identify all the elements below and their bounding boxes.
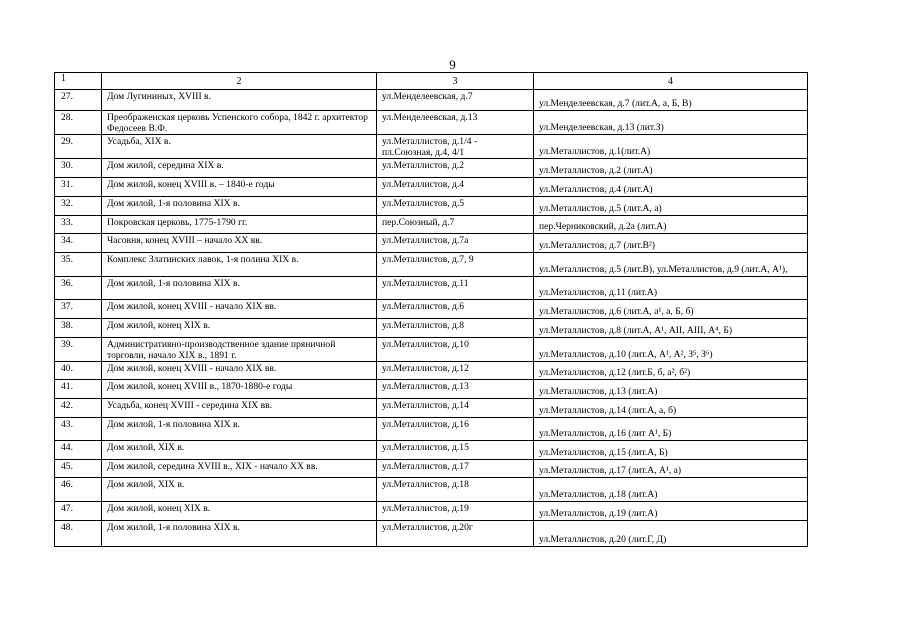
- row-number: 47.: [55, 502, 102, 521]
- row-number: 32.: [55, 197, 102, 216]
- table-row: [55, 418, 808, 441]
- object-address: ул.Металлистов, д.7а: [377, 234, 534, 253]
- header-col-2: 2: [102, 73, 377, 90]
- header-col-3: 3: [377, 73, 534, 90]
- row-number: 43.: [55, 418, 102, 441]
- object-name: Дом жилой, конец XVIII - начало XIX вв.: [102, 300, 377, 319]
- object-address: ул.Металлистов, д.14: [377, 399, 534, 418]
- object-address: ул.Металлистов, д.16: [377, 418, 534, 441]
- object-location: ул.Металлистов, д.1(лит.А): [534, 135, 808, 159]
- row-number: 42.: [55, 399, 102, 418]
- object-location: ул.Металлистов, д.2 (лит.А): [534, 159, 808, 178]
- row-number: 28.: [55, 111, 102, 135]
- table-row: [55, 521, 808, 547]
- object-name: Преображенская церковь Успенского собора, 1842 г. архитектор Федосеев В.Ф.: [102, 111, 377, 135]
- object-name: Покровская церковь, 1775-1790 гг.: [102, 216, 377, 234]
- object-address: ул.Менделеевская, д.7: [377, 90, 534, 111]
- row-number: 38.: [55, 319, 102, 338]
- object-name: Дом жилой, конец XVIII - начало XIX вв.: [102, 362, 377, 380]
- object-name: Дом жилой, 1-я половина XIX в.: [102, 418, 377, 441]
- object-address: ул.Металлистов, д.8: [377, 319, 534, 338]
- table-row: [55, 362, 808, 380]
- object-address: ул.Металлистов, д.4: [377, 178, 534, 197]
- object-location: ул.Металлистов, д.5 (лит.В), ул.Металлистов, д.9 (лит.А, А¹),: [534, 253, 808, 277]
- object-address: ул.Металлистов, д.5: [377, 197, 534, 216]
- object-name: Часовня, конец XVIII – начало XX вв.: [102, 234, 377, 253]
- object-name: Усадьба, XIX в.: [102, 135, 377, 159]
- table-row: [55, 399, 808, 418]
- object-location: ул.Менделеевская, д.7 (лит.А, а, Б, В): [534, 90, 808, 111]
- object-address: ул.Металлистов, д.19: [377, 502, 534, 521]
- row-number: 36.: [55, 277, 102, 300]
- object-name: Дом жилой, конец XIX в.: [102, 319, 377, 338]
- object-address: ул.Металлистов, д.12: [377, 362, 534, 380]
- table-row: [55, 111, 808, 135]
- object-location: ул.Металлистов, д.12 (лит.Б, б, а², б²): [534, 362, 808, 380]
- object-location: ул.Металлистов, д.4 (лит.А): [534, 178, 808, 197]
- object-location: ул.Металлистов, д.17 (лит.А, А¹, а): [534, 460, 808, 478]
- row-number: 37.: [55, 300, 102, 319]
- table-row: [55, 338, 808, 362]
- table-row: [55, 277, 808, 300]
- object-address: ул.Металлистов, д.7, 9: [377, 253, 534, 277]
- object-location: пер.Черниковский, д.2а (лит.А): [534, 216, 808, 234]
- header-col-1: 1: [55, 73, 102, 90]
- table-row: [55, 319, 808, 338]
- object-address: ул.Менделеевская, д.13: [377, 111, 534, 135]
- object-location: ул.Металлистов, д.18 (лит.А): [534, 478, 808, 502]
- table-header-row: [55, 73, 808, 90]
- object-address: ул.Металлистов, д.10: [377, 338, 534, 362]
- object-location: ул.Металлистов, д.11 (лит.А): [534, 277, 808, 300]
- object-location: ул.Металлистов, д.10 (лит.А, А¹, А², З⁵, З⁶): [534, 338, 808, 362]
- object-name: Дом Лугининых, XVIII в.: [102, 90, 377, 111]
- row-number: 33.: [55, 216, 102, 234]
- table-row: [55, 460, 808, 478]
- table-row: [55, 159, 808, 178]
- object-location: ул.Металлистов, д.16 (лит А¹, Б): [534, 418, 808, 441]
- table-row: [55, 253, 808, 277]
- row-number: 30.: [55, 159, 102, 178]
- object-name: Дом жилой, XIX в.: [102, 478, 377, 502]
- page-number: 9: [449, 57, 456, 72]
- object-name: Дом жилой, 1-я половина XIX в.: [102, 277, 377, 300]
- row-number: 44.: [55, 441, 102, 460]
- object-address: ул.Металлистов, д.13: [377, 380, 534, 399]
- heritage-registry-table: [54, 72, 808, 547]
- object-name: Дом жилой, 1-я половина XIX в.: [102, 521, 377, 547]
- object-address: ул.Металлистов, д.17: [377, 460, 534, 478]
- table-row: [55, 380, 808, 399]
- object-location: ул.Металлистов, д.20 (лит.Г, Д): [534, 521, 808, 547]
- table-row: [55, 216, 808, 234]
- object-name: Дом жилой, 1-я половина XIX в.: [102, 197, 377, 216]
- row-number: 45.: [55, 460, 102, 478]
- object-address: ул.Металлистов, д.11: [377, 277, 534, 300]
- object-name: Дом жилой, середина XIX в.: [102, 159, 377, 178]
- object-location: ул.Металлистов, д.8 (лит.А, А¹, АII, АIII, А⁴, Б): [534, 319, 808, 338]
- table-row: [55, 135, 808, 159]
- table-row: [55, 441, 808, 460]
- object-name: Административно-производственное здание пряничной торговли, начало XIX в., 1891 г.: [102, 338, 377, 362]
- object-address: ул.Металлистов, д.20г: [377, 521, 534, 547]
- table-row: [55, 478, 808, 502]
- object-location: ул.Металлистов, д.15 (лит.А, Б): [534, 441, 808, 460]
- table-row: [55, 300, 808, 319]
- table-row: [55, 90, 808, 111]
- table-row: [55, 178, 808, 197]
- object-name: Дом жилой, XIX в.: [102, 441, 377, 460]
- object-location: ул.Металлистов, д.5 (лит.А, а): [534, 197, 808, 216]
- row-number: 34.: [55, 234, 102, 253]
- object-location: ул.Металлистов, д.7 (лит.В²): [534, 234, 808, 253]
- object-name: Комплекс Златинских лавок, 1-я полина XIX в.: [102, 253, 377, 277]
- row-number: 46.: [55, 478, 102, 502]
- table-row: [55, 234, 808, 253]
- object-name: Усадьба, конец XVIII - середина XIX вв.: [102, 399, 377, 418]
- row-number: 39.: [55, 338, 102, 362]
- object-name: Дом жилой, конец XIX в.: [102, 502, 377, 521]
- object-name: Дом жилой, конец XVIII в. – 1840-е годы: [102, 178, 377, 197]
- row-number: 40.: [55, 362, 102, 380]
- object-address: ул.Металлистов, д.1/4 - пл.Союзная, д.4, 4/1: [377, 135, 534, 159]
- object-location: ул.Металлистов, д.13 (лит.А): [534, 380, 808, 399]
- row-number: 31.: [55, 178, 102, 197]
- row-number: 41.: [55, 380, 102, 399]
- object-location: ул.Менделеевская, д.13 (лит.З): [534, 111, 808, 135]
- object-address: ул.Металлистов, д.18: [377, 478, 534, 502]
- object-location: ул.Металлистов, д.14 (лит.А, а, б): [534, 399, 808, 418]
- object-address: ул.Металлистов, д.6: [377, 300, 534, 319]
- object-location: ул.Металлистов, д.6 (лит.А, а¹, а, Б, б): [534, 300, 808, 319]
- row-number: 35.: [55, 253, 102, 277]
- row-number: 48.: [55, 521, 102, 547]
- object-name: Дом жилой, конец XVIII в., 1870-1880-е годы: [102, 380, 377, 399]
- table-row: [55, 502, 808, 521]
- header-col-4: 4: [534, 73, 808, 90]
- object-name: Дом жилой, середина XVIII в., XIX - начало XX вв.: [102, 460, 377, 478]
- object-address: ул.Металлистов, д.2: [377, 159, 534, 178]
- table-row: [55, 197, 808, 216]
- row-number: 27.: [55, 90, 102, 111]
- object-address: ул.Металлистов, д.15: [377, 441, 534, 460]
- object-location: ул.Металлистов, д.19 (лит.А): [534, 502, 808, 521]
- row-number: 29.: [55, 135, 102, 159]
- object-address: пер.Союзный, д.7: [377, 216, 534, 234]
